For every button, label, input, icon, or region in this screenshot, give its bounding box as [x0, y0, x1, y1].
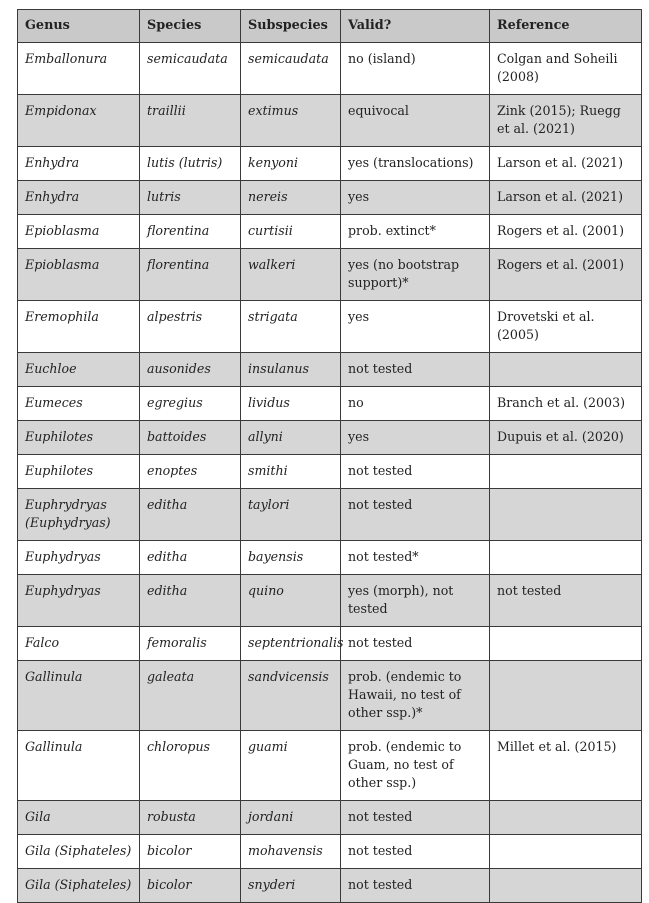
cell-subspecies: snyderi	[241, 869, 341, 903]
cell-reference: Branch et al. (2003)	[490, 387, 642, 421]
cell-species: chloropus	[140, 731, 241, 801]
cell-subspecies: allyni	[241, 421, 341, 455]
cell-valid: yes	[341, 421, 490, 455]
cell-genus: Enhydra	[18, 147, 140, 181]
cell-subspecies: taylori	[241, 489, 341, 541]
cell-genus: Eremophila	[18, 301, 140, 353]
cell-species: ausonides	[140, 353, 241, 387]
cell-reference	[490, 541, 642, 575]
cell-reference: Larson et al. (2021)	[490, 181, 642, 215]
cell-subspecies: mohavensis	[241, 835, 341, 869]
cell-subspecies: sandvicensis	[241, 661, 341, 731]
header-valid: Valid?	[341, 10, 490, 43]
cell-genus: Euphydryas	[18, 575, 140, 627]
cell-reference	[490, 627, 642, 661]
table-row	[18, 353, 642, 387]
cell-valid: not tested	[341, 489, 490, 541]
cell-reference	[490, 835, 642, 869]
cell-valid: yes (morph), not tested	[341, 575, 490, 627]
table-row	[18, 731, 642, 801]
cell-valid: prob. (endemic to Guam, no test of other ssp.)	[341, 731, 490, 801]
cell-subspecies: nereis	[241, 181, 341, 215]
cell-genus: Falco	[18, 627, 140, 661]
cell-reference: not tested	[490, 575, 642, 627]
table-row	[18, 301, 642, 353]
cell-species: editha	[140, 541, 241, 575]
cell-genus: Euphilotes	[18, 455, 140, 489]
table-row	[18, 869, 642, 903]
cell-subspecies: quino	[241, 575, 341, 627]
cell-valid: not tested	[341, 869, 490, 903]
cell-reference: Zink (2015); Ruegg et al. (2021)	[490, 95, 642, 147]
cell-valid: equivocal	[341, 95, 490, 147]
cell-reference	[490, 661, 642, 731]
cell-subspecies: bayensis	[241, 541, 341, 575]
cell-species: florentina	[140, 215, 241, 249]
cell-species: editha	[140, 489, 241, 541]
table-row	[18, 489, 642, 541]
cell-genus: Gila (Siphateles)	[18, 869, 140, 903]
cell-genus: Empidonax	[18, 95, 140, 147]
table-row	[18, 455, 642, 489]
table-row	[18, 801, 642, 835]
cell-subspecies: smithi	[241, 455, 341, 489]
cell-species: bicolor	[140, 835, 241, 869]
cell-subspecies: strigata	[241, 301, 341, 353]
table-row	[18, 147, 642, 181]
cell-subspecies: guami	[241, 731, 341, 801]
header-subspecies: Subspecies	[241, 10, 341, 43]
cell-species: editha	[140, 575, 241, 627]
subspecies-table	[17, 9, 642, 903]
cell-species: galeata	[140, 661, 241, 731]
cell-genus: Epioblasma	[18, 249, 140, 301]
cell-reference: Drovetski et al. (2005)	[490, 301, 642, 353]
cell-genus: Gila (Siphateles)	[18, 835, 140, 869]
cell-genus: Euchloe	[18, 353, 140, 387]
header-genus: Genus	[18, 10, 140, 43]
cell-reference	[490, 801, 642, 835]
cell-species: lutis (lutris)	[140, 147, 241, 181]
cell-reference: Millet et al. (2015)	[490, 731, 642, 801]
cell-species: florentina	[140, 249, 241, 301]
cell-valid: not tested	[341, 801, 490, 835]
table-row	[18, 627, 642, 661]
table-row	[18, 387, 642, 421]
cell-valid: yes	[341, 301, 490, 353]
table-body	[18, 43, 642, 903]
cell-species: bicolor	[140, 869, 241, 903]
cell-species: lutris	[140, 181, 241, 215]
table-row	[18, 541, 642, 575]
cell-genus: Epioblasma	[18, 215, 140, 249]
cell-valid: yes	[341, 181, 490, 215]
cell-genus: Enhydra	[18, 181, 140, 215]
cell-subspecies: insulanus	[241, 353, 341, 387]
cell-valid: prob. (endemic to Hawaii, no test of other ssp.)*	[341, 661, 490, 731]
table-row	[18, 181, 642, 215]
cell-genus: Eumeces	[18, 387, 140, 421]
cell-species: egregius	[140, 387, 241, 421]
table-row	[18, 43, 642, 95]
table-row	[18, 95, 642, 147]
cell-species: robusta	[140, 801, 241, 835]
cell-subspecies: curtisii	[241, 215, 341, 249]
table-row	[18, 421, 642, 455]
cell-valid: not tested*	[341, 541, 490, 575]
cell-valid: yes (no bootstrap support)*	[341, 249, 490, 301]
cell-genus: Emballonura	[18, 43, 140, 95]
table-row	[18, 835, 642, 869]
cell-subspecies: lividus	[241, 387, 341, 421]
cell-reference	[490, 455, 642, 489]
cell-reference: Rogers et al. (2001)	[490, 249, 642, 301]
cell-subspecies: extimus	[241, 95, 341, 147]
cell-valid: no (island)	[341, 43, 490, 95]
cell-species: semicaudata	[140, 43, 241, 95]
cell-species: alpestris	[140, 301, 241, 353]
cell-reference: Larson et al. (2021)	[490, 147, 642, 181]
cell-valid: yes (translocations)	[341, 147, 490, 181]
cell-reference	[490, 353, 642, 387]
cell-species: femoralis	[140, 627, 241, 661]
cell-reference	[490, 869, 642, 903]
table-row	[18, 249, 642, 301]
cell-genus: Euphrydryas (Euphydryas)	[18, 489, 140, 541]
cell-genus: Gallinula	[18, 731, 140, 801]
cell-reference: Colgan and Soheili (2008)	[490, 43, 642, 95]
cell-valid: not tested	[341, 627, 490, 661]
header-species: Species	[140, 10, 241, 43]
cell-subspecies: kenyoni	[241, 147, 341, 181]
cell-species: traillii	[140, 95, 241, 147]
header-reference: Reference	[490, 10, 642, 43]
cell-subspecies: jordani	[241, 801, 341, 835]
table-row	[18, 575, 642, 627]
cell-genus: Gallinula	[18, 661, 140, 731]
cell-genus: Gila	[18, 801, 140, 835]
cell-genus: Euphilotes	[18, 421, 140, 455]
cell-valid: not tested	[341, 353, 490, 387]
cell-valid: not tested	[341, 455, 490, 489]
cell-valid: prob. extinct*	[341, 215, 490, 249]
cell-genus: Euphydryas	[18, 541, 140, 575]
cell-subspecies: septentrionalis	[241, 627, 341, 661]
cell-species: battoides	[140, 421, 241, 455]
cell-reference: Dupuis et al. (2020)	[490, 421, 642, 455]
cell-subspecies: semicaudata	[241, 43, 341, 95]
cell-species: enoptes	[140, 455, 241, 489]
table-header-row	[18, 10, 642, 43]
table-row	[18, 215, 642, 249]
cell-valid: no	[341, 387, 490, 421]
cell-valid: not tested	[341, 835, 490, 869]
cell-subspecies: walkeri	[241, 249, 341, 301]
cell-reference	[490, 489, 642, 541]
cell-reference: Rogers et al. (2001)	[490, 215, 642, 249]
table-row	[18, 661, 642, 731]
